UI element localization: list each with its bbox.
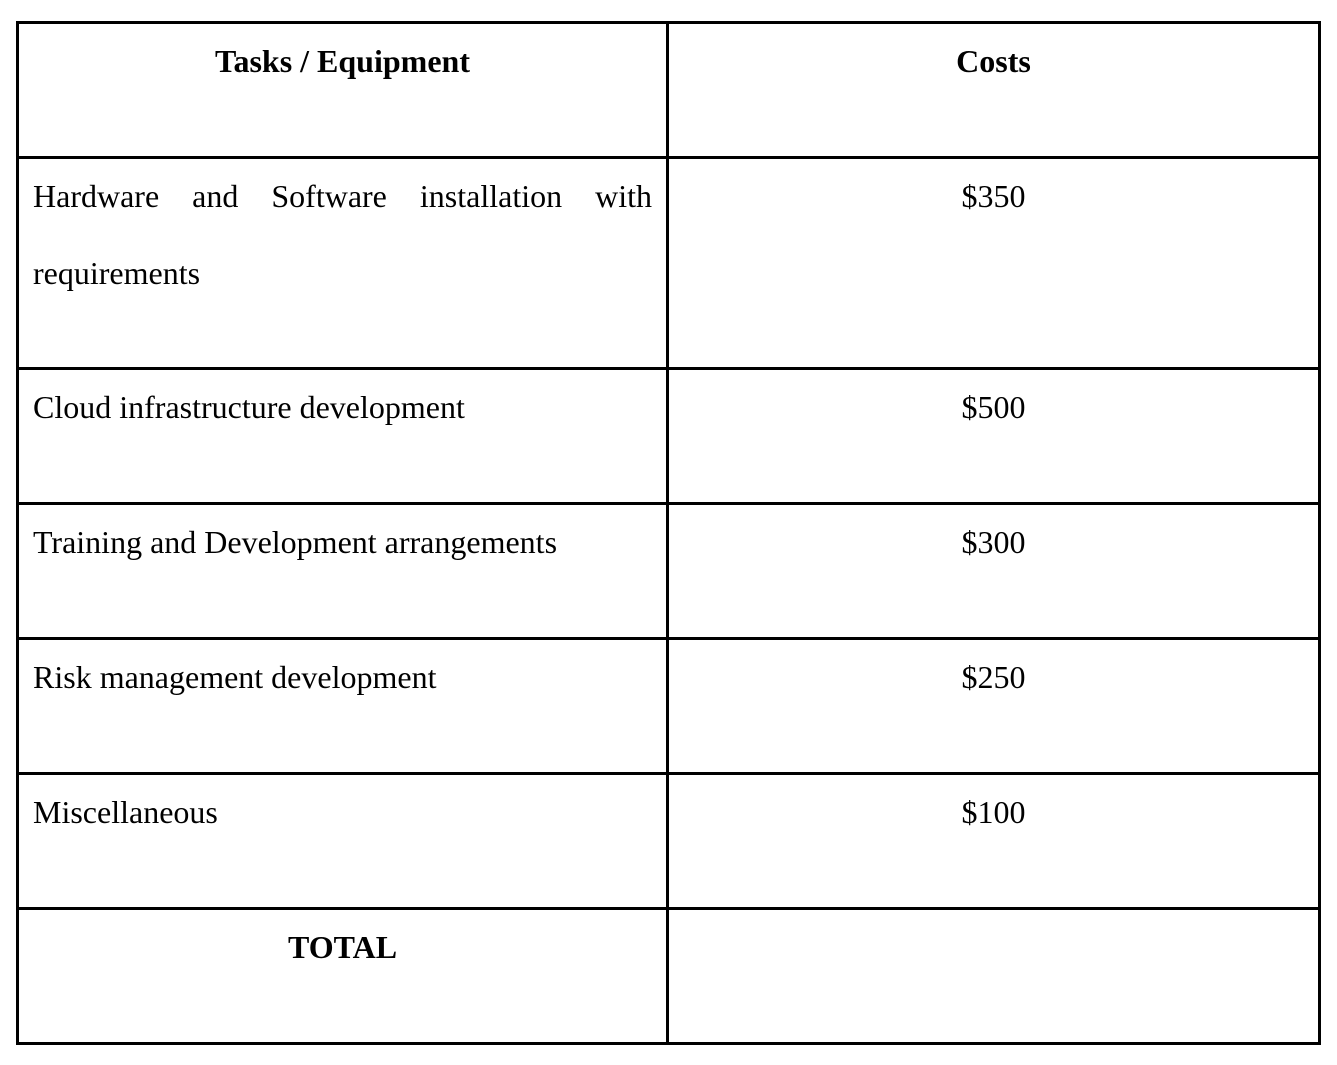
task-cell — [18, 504, 668, 639]
table-row — [18, 639, 1320, 774]
task-cell — [18, 639, 668, 774]
table-row — [18, 774, 1320, 909]
cost-cell — [668, 369, 1320, 504]
task-cell — [18, 369, 668, 504]
header-cost-label: Costs — [956, 43, 1031, 79]
task-label: Miscellaneous — [33, 794, 218, 830]
header-row — [18, 23, 1320, 158]
cost-cell — [668, 504, 1320, 639]
task-label: Hardware and Software installation with requirements — [33, 178, 652, 291]
cost-value: $250 — [961, 659, 1026, 695]
cost-value: $350 — [961, 178, 1026, 214]
header-cell-cost — [668, 23, 1320, 158]
task-label: Risk management development — [33, 659, 437, 695]
header-task-label: Tasks / Equipment — [215, 43, 470, 79]
total-label-cell — [18, 909, 668, 1044]
table-row — [18, 158, 1320, 369]
cost-cell — [668, 158, 1320, 369]
cost-table — [16, 21, 1321, 1045]
total-value — [669, 910, 1318, 928]
task-label: Training and Development arrangements — [33, 524, 558, 560]
header-cell-task — [18, 23, 668, 158]
table-row — [18, 504, 1320, 639]
task-cell — [18, 158, 668, 369]
cost-cell — [668, 774, 1320, 909]
cost-value: $300 — [961, 524, 1026, 560]
task-label: Cloud infrastructure development — [33, 389, 465, 425]
table-row — [18, 369, 1320, 504]
cost-value: $500 — [961, 389, 1026, 425]
total-value-cell — [668, 909, 1320, 1044]
cost-value: $100 — [961, 794, 1026, 830]
total-label: TOTAL — [287, 929, 398, 965]
task-cell — [18, 774, 668, 909]
total-row — [18, 909, 1320, 1044]
cost-cell — [668, 639, 1320, 774]
